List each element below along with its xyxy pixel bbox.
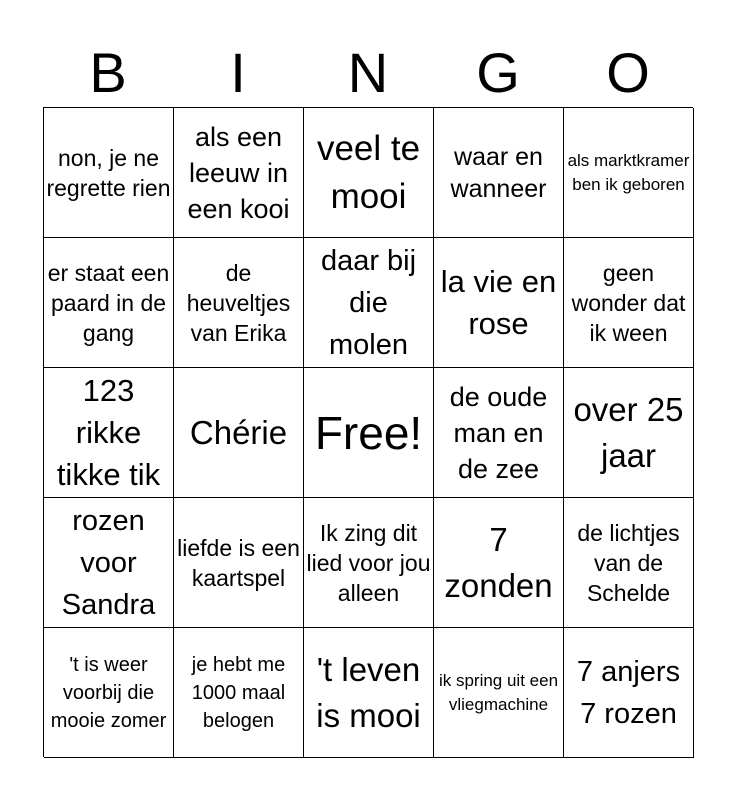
header-letter-n: N	[347, 41, 389, 104]
cell-text: geen wonder dat ik ween	[571, 259, 686, 346]
bingo-cell[interactable]	[564, 368, 694, 498]
cell-text: Free!	[314, 406, 423, 459]
free-cell[interactable]	[304, 368, 434, 498]
bingo-cell[interactable]	[434, 238, 564, 368]
bingo-cell[interactable]	[434, 368, 564, 498]
bingo-cell[interactable]	[174, 108, 304, 238]
cell-text: 't leven is mooi	[316, 650, 421, 734]
cell-text: 7 anjers 7 rozen	[576, 655, 681, 730]
bingo-cell[interactable]	[434, 108, 564, 238]
cell-text: de lichtjes van de Schelde	[577, 519, 680, 606]
bingo-cell[interactable]	[174, 628, 304, 758]
bingo-grid	[43, 107, 693, 757]
cell-text: non, je ne regrette rien	[46, 144, 171, 201]
cell-text: de heuveltjes van Erika	[186, 259, 291, 346]
bingo-cell[interactable]	[44, 498, 174, 628]
bingo-cell[interactable]	[434, 498, 564, 628]
cell-text: als marktkramer ben ik geboren	[567, 150, 690, 194]
cell-text: als een leeuw in een kooi	[187, 121, 290, 224]
cell-text: daar bij die molen	[320, 244, 417, 361]
cell-text: 123 rikke tikke tik	[56, 372, 161, 492]
bingo-cell[interactable]	[564, 628, 694, 758]
bingo-cell[interactable]	[174, 368, 304, 498]
bingo-cell[interactable]	[304, 628, 434, 758]
bingo-cell[interactable]	[44, 368, 174, 498]
cell-text: over 25 jaar	[573, 390, 684, 474]
bingo-cell[interactable]	[44, 628, 174, 758]
cell-text: er staat een paard in de gang	[47, 259, 170, 346]
cell-text: Chérie	[189, 413, 288, 451]
bingo-cell[interactable]	[44, 238, 174, 368]
bingo-cell[interactable]	[304, 108, 434, 238]
cell-text: rozen voor Sandra	[61, 504, 156, 621]
cell-text: 't is weer voorbij die mooie zomer	[50, 653, 167, 732]
cell-text: de oude man en de zee	[449, 381, 548, 484]
bingo-cell[interactable]	[174, 498, 304, 628]
header-letter-g: G	[476, 41, 520, 104]
header-letter-i: I	[230, 41, 246, 104]
cell-text: liefde is een kaartspel	[177, 534, 300, 591]
bingo-cell[interactable]	[564, 238, 694, 368]
bingo-cell[interactable]	[174, 238, 304, 368]
cell-text: la vie en rose	[440, 263, 557, 341]
cell-text: ik spring uit een vliegmachine	[438, 670, 559, 714]
cell-text: Ik zing dit lied voor jou alleen	[306, 519, 431, 606]
cell-text: waar en wanneer	[450, 142, 547, 203]
bingo-cell[interactable]	[564, 108, 694, 238]
cell-text: 7 zonden	[444, 520, 553, 604]
bingo-cell[interactable]	[304, 498, 434, 628]
bingo-cell[interactable]	[564, 498, 694, 628]
header-letter-b: B	[89, 41, 127, 104]
header-letter-o: O	[606, 41, 650, 104]
bingo-cell[interactable]	[304, 238, 434, 368]
bingo-cell[interactable]	[434, 628, 564, 758]
cell-text: je hebt me 1000 maal belogen	[191, 653, 286, 732]
bingo-cell[interactable]	[44, 108, 174, 238]
bingo-header	[43, 40, 693, 106]
cell-text: veel te mooi	[316, 128, 421, 216]
